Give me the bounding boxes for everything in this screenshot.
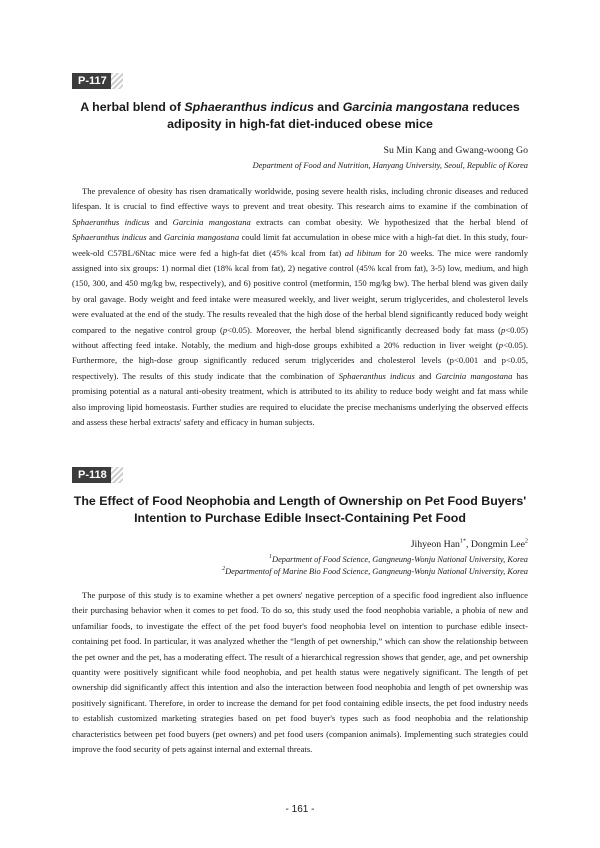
- author-superscript: 2: [525, 538, 528, 545]
- body-text: <0.05). Furthermore, the high-dose group significantly reduced serum triglycerides and cholesterol levels (p<0.001 and p<0.05, respectively). The results of this study indicate that the combination of: [72, 340, 528, 381]
- abstract-title: [72, 493, 528, 527]
- body-text: and: [149, 216, 173, 227]
- body-italic: Garcinia mangostana: [435, 370, 513, 381]
- body-italic: Sphaeranthus indicus: [72, 216, 150, 227]
- affiliation-superscript: 2: [222, 566, 226, 573]
- abstract-title: [72, 99, 528, 133]
- body-italic: Sphaeranthus indicus: [72, 232, 147, 243]
- body-text: could limit fat accumulation in obese mice with a high-fat diet. In this study, four-week-old C57BL/6Ntac mice were fed a high-fat diet (45% kcal from fat): [72, 232, 528, 258]
- abstract-p117: [72, 71, 528, 431]
- title-text: Intention to Purchase Edible Insect-Containing Pet Food: [134, 511, 466, 525]
- author-name: Jihyeon Han: [410, 539, 460, 550]
- author-superscript: 1*: [459, 538, 466, 545]
- body-italic: Garcinia mangostana: [172, 216, 251, 227]
- abstract-id-badge: [72, 465, 528, 481]
- body-italic: p: [500, 324, 506, 335]
- author-name: , Dongmin Lee: [465, 539, 525, 550]
- body-text: and: [414, 370, 436, 381]
- abstract-id-label: P-117: [72, 73, 121, 89]
- body-text: The prevalence of obesity has risen dramatically worldwide, posing severe health risks, including chronic diseases and reduced lifespan. It is crucial to find effective ways to prevent and treat obesity. This research aims to examine if the combination of: [72, 186, 528, 212]
- title-text: A herbal blend of: [80, 100, 185, 114]
- body-text: <0.05). Moreover, the herbal blend significantly decreased body fat mass (: [227, 324, 501, 335]
- body-italic: Sphaeranthus indicus: [338, 370, 415, 381]
- affiliation-superscript: 1: [269, 554, 273, 561]
- body-italic: p: [498, 340, 504, 351]
- title-species: Sphaeranthus indicus: [184, 100, 314, 114]
- affiliation-text: Departmentof of Marine Bio Food Science, Gangneung-Wonju National University, Korea: [225, 567, 528, 576]
- author-list: Su Min Kang and Gwang-woong Go: [383, 145, 528, 156]
- title-text: The Effect of Food Neophobia and Length of Ownership on Pet Food Buyers': [73, 494, 527, 508]
- body-text: extracts can combat obesity. We hypothesized that the herbal blend of: [250, 216, 528, 227]
- author-list: [72, 539, 528, 550]
- body-text: and: [146, 232, 164, 243]
- affiliation: [72, 554, 528, 566]
- abstract-p118: [72, 465, 528, 757]
- body-text: <0.05) without affecting feed intake. Notably, the medium and high-dose groups exhibited a 20% reduction in liver weight (: [72, 324, 528, 351]
- body-italic: Garcinia mangostana: [163, 232, 240, 243]
- title-text: reduces: [468, 100, 520, 114]
- abstract-id-badge: [72, 71, 528, 87]
- title-text: adiposity in high-fat diet-induced obese mice: [167, 117, 433, 131]
- page-number: - 161 -: [285, 804, 315, 815]
- affiliation-text: Department of Food Science, Gangneung-Wonju National University, Korea: [272, 555, 528, 564]
- body-text: for 20 weeks. The mice were randomly assigned into six groups: 1) normal diet (18% kcal from fat), 2) negative control (45% kcal from fat), 3-5) low, medium, and high (150, 300, and 450 mg/kg bw, respectively), and 6) positive control (metformin, 150 mg/kg bw). The herbal blend was given daily by oral gavage. Body weight and feed intake were measured weekly, and liver weight, serum triglycerides, and cholesterol levels were evaluated at the end of the study. The results revealed that the high dose of the herbal blend significantly reduced body weight compared to the negative control group (: [72, 247, 528, 335]
- body-italic: p: [222, 324, 228, 335]
- title-text: and: [313, 100, 343, 114]
- title-species: Garcinia mangostana: [342, 100, 469, 114]
- body-italic: ad libitum: [344, 247, 382, 258]
- affiliation: Department of Food and Nutrition, Hanyang University, Seoul, Republic of Korea: [252, 161, 528, 170]
- affiliation: [72, 566, 528, 578]
- body-text: has promising potential as a natural anti-obesity treatment, which is attributed to its ability to reduce body weight and fat mass while also improving lipid homeostasis. Further studies are required to elucidate the precise mechanisms underlying the observed effects and assess these herbal extracts' safety and efficacy in human subjects.: [72, 370, 528, 428]
- abstract-id-label: P-118: [72, 467, 121, 483]
- abstract-body: The purpose of this study is to examine whether a pet owners' negative perception of a specific food ingredient also influence their purchasing behavior when it comes to pet food. To do so, this study used the food neophobia variable, a phobia of new and unfamiliar foods, to investigate the effect of the pet food buyer's food neophobia level on intention to purchase edible insect-containing pet food. In particular, it was analyzed whether the “length of pet ownership,” which can show the relationship between the pet owner and the pet, has a moderating effect. The result of a hierarchical regression shows that gender, age, and pet ownership quantity were positively significant while food neophobia, and pet health status were negatively significant. The length of pet ownership did significantly affect this intention and also the interaction between food neophobia and length of pet ownership was positively significant. Therefore, in order to increase the demand for pet food containing edible insects, the pet food industry needs to establish customized marketing strategies based on pet food buyer's types such as food neophobia and the relationship characteristics between pet food buyers (pet owners) and pet food users (companion animals). Implementing such strategies could improve the food security of pets against internal and external threats.: [72, 590, 528, 755]
- abstract-body: [72, 184, 528, 431]
